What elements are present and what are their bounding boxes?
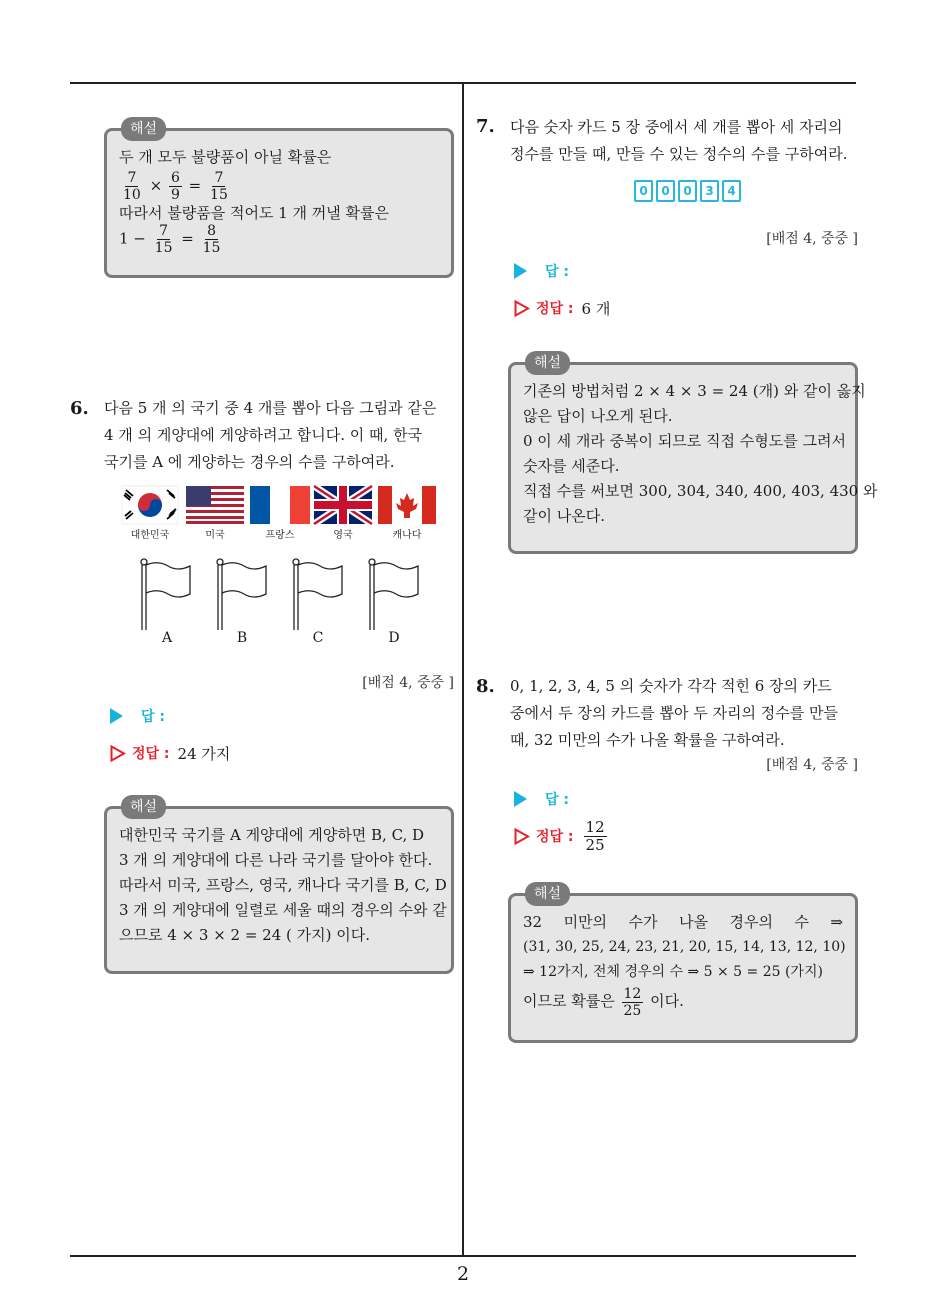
flagpole-a: [141, 559, 190, 630]
question-text: 0, 1, 2, 3, 4, 5 의 숫자가 각각 적힌 6 장의 카드 중에서 두 장의 카드를 뽑아 두 자리의 정수를 만들 때, 32 미만의 수가 나올 확률을 구하여라.: [510, 677, 838, 749]
explanation-line: 따라서 불량품을 적어도 1 개 꺼낼 확률은: [119, 204, 389, 222]
explanation-tag: 해설: [121, 117, 166, 141]
explanation-line: 32 미만의 수가 나올 경우의 수 ⇒: [523, 913, 843, 931]
flag-label: 미국: [205, 530, 225, 541]
flag-label: 캐나다: [392, 530, 422, 541]
flag-usa: [186, 486, 244, 524]
outline-triangle-icon: [514, 828, 530, 845]
flagpole-b: [217, 559, 266, 630]
answer-row: [514, 259, 569, 283]
fraction: $\frac{6}{9}$: [170, 170, 180, 203]
explanation-tag: 해설: [121, 795, 166, 819]
explanation-line: 대한민국 국기를 A 게양대에 게양하면 B, C, D: [119, 826, 425, 844]
explanation-line: 숫자를 세준다.: [523, 457, 620, 475]
flag-korea: [122, 486, 178, 524]
explanation-line: 기존의 방법처럼 2 × 4 × 3 = 24 (개) 와 같이 옳지: [523, 382, 866, 400]
play-triangle-icon: [110, 708, 123, 724]
correct-answer-value: 6 개: [581, 299, 611, 318]
flag-france: [250, 486, 310, 524]
outline-triangle-icon: [514, 300, 530, 317]
explanation-line: 같이 나온다.: [523, 507, 605, 525]
explanation-line: 직접 수를 써보면 300, 304, 340, 400, 403, 430 와: [523, 482, 878, 500]
flag-label: 프랑스: [265, 530, 295, 541]
correct-answer-row: [514, 296, 610, 320]
column-divider: [462, 83, 464, 1256]
explanation-line: ⇒ 12가지, 전체 경우의 수 ⇒ 5 × 5 = 25 (가지): [523, 964, 823, 980]
fraction: $\frac{8}{15}$: [202, 223, 221, 256]
number-card: 0: [634, 180, 653, 202]
number-cards: [634, 180, 741, 202]
explanation-line: 3 개 의 게양대에 일렬로 세울 때의 경우의 수와 같: [119, 901, 447, 919]
correct-answer-fraction: $\frac{12}{25}$: [585, 817, 605, 854]
explanation-tag: 해설: [525, 351, 570, 375]
explanation-tag: 해설: [525, 882, 570, 906]
explanation-box-q7: [508, 355, 878, 554]
correct-answer-label: 정답 :: [132, 746, 170, 762]
number-card: 4: [722, 180, 741, 202]
answer-row: [110, 704, 165, 728]
answer-row: [514, 787, 569, 811]
fraction: $\frac{7}{15}$: [210, 170, 228, 203]
pole-label: A: [161, 630, 173, 646]
answer-label: 답 :: [545, 792, 569, 808]
outline-triangle-icon: [110, 745, 126, 762]
bottom-rule: [70, 1255, 856, 1257]
pole-label: D: [388, 630, 400, 646]
number-card: 3: [700, 180, 719, 202]
score-info: [배점 4, 중중 ]: [766, 757, 858, 773]
question-number: 8.: [476, 676, 495, 697]
explanation-box-q6: [104, 799, 454, 974]
number-card: 0: [656, 180, 675, 202]
flagpole-c: [293, 559, 342, 630]
page-number: 2: [456, 1263, 470, 1285]
answer-label: 답 :: [545, 264, 569, 280]
explanation-formula: $\frac{7}{10}$ × $\frac{6}{9}$ = $\frac{7}{15}$: [123, 170, 228, 203]
explanation-line: 이므로 확률은 $\frac{12}{25}$ 이다.: [523, 985, 684, 1019]
flagpole-d: [369, 559, 418, 630]
explanation-box-q8: [508, 886, 858, 1043]
score-info: [배점 4, 중중 ]: [766, 231, 858, 247]
flag-label: 영국: [333, 530, 353, 541]
correct-answer-row: [110, 741, 230, 765]
score-info: [배점 4, 중중 ]: [362, 675, 454, 691]
correct-answer-label: 정답 :: [536, 829, 574, 845]
explanation-line: 으므로 4 × 3 × 2 = 24 ( 가지) 이다.: [119, 926, 371, 944]
pole-label: B: [236, 630, 248, 646]
correct-answer-row: [514, 818, 609, 854]
fraction: $\frac{7}{10}$: [123, 170, 141, 203]
explanation-line: (31, 30, 25, 24, 23, 21, 20, 15, 14, 13, 12, 10): [523, 939, 846, 955]
question-number: 7.: [476, 116, 495, 137]
flagpoles-figure: [130, 556, 430, 632]
explanation-line: 0 이 세 개라 중복이 되므로 직접 수형도를 그려서: [523, 432, 846, 450]
explanation-line: 않은 답이 나오게 된다.: [523, 407, 673, 425]
play-triangle-icon: [514, 263, 527, 279]
question-text: 다음 5 개 의 국기 중 4 개를 뽑아 다음 그림과 같은 4 개 의 게양대에 게양하려고 합니다. 이 때, 한국 국기를 A 에 게양하는 경우의 수를 구하여라.: [104, 399, 437, 471]
flags-figure: [120, 484, 440, 526]
explanation-line: 따라서 미국, 프랑스, 영국, 캐나다 국기를 B, C, D: [119, 876, 447, 894]
fraction: $\frac{12}{25}$: [623, 985, 642, 1019]
number-card: 0: [678, 180, 697, 202]
flag-label: 대한민국: [130, 530, 170, 541]
correct-answer-value: 24 가지: [177, 744, 231, 763]
flag-canada: [378, 486, 436, 524]
answer-label: 답 :: [141, 709, 165, 725]
explanation-box-prev: [104, 121, 454, 278]
flag-uk: [314, 486, 372, 524]
fraction: $\frac{7}{15}$: [154, 223, 173, 256]
play-triangle-icon: [514, 791, 527, 807]
explanation-formula: 1 − $\frac{7}{15}$ = $\frac{8}{15}$: [119, 223, 221, 256]
question-text: 다음 숫자 카드 5 장 중에서 세 개를 뽑아 세 자리의 정수를 만들 때, 만들 수 있는 정수의 수를 구하여라.: [510, 118, 848, 163]
explanation-line: 3 개 의 게양대에 다른 나라 국기를 달아야 한다.: [119, 851, 433, 869]
question-number: 6.: [70, 398, 89, 419]
correct-answer-label: 정답 :: [536, 301, 574, 317]
pole-label: C: [312, 630, 324, 646]
explanation-line: 두 개 모두 불량품이 아닐 확률은: [119, 148, 332, 166]
